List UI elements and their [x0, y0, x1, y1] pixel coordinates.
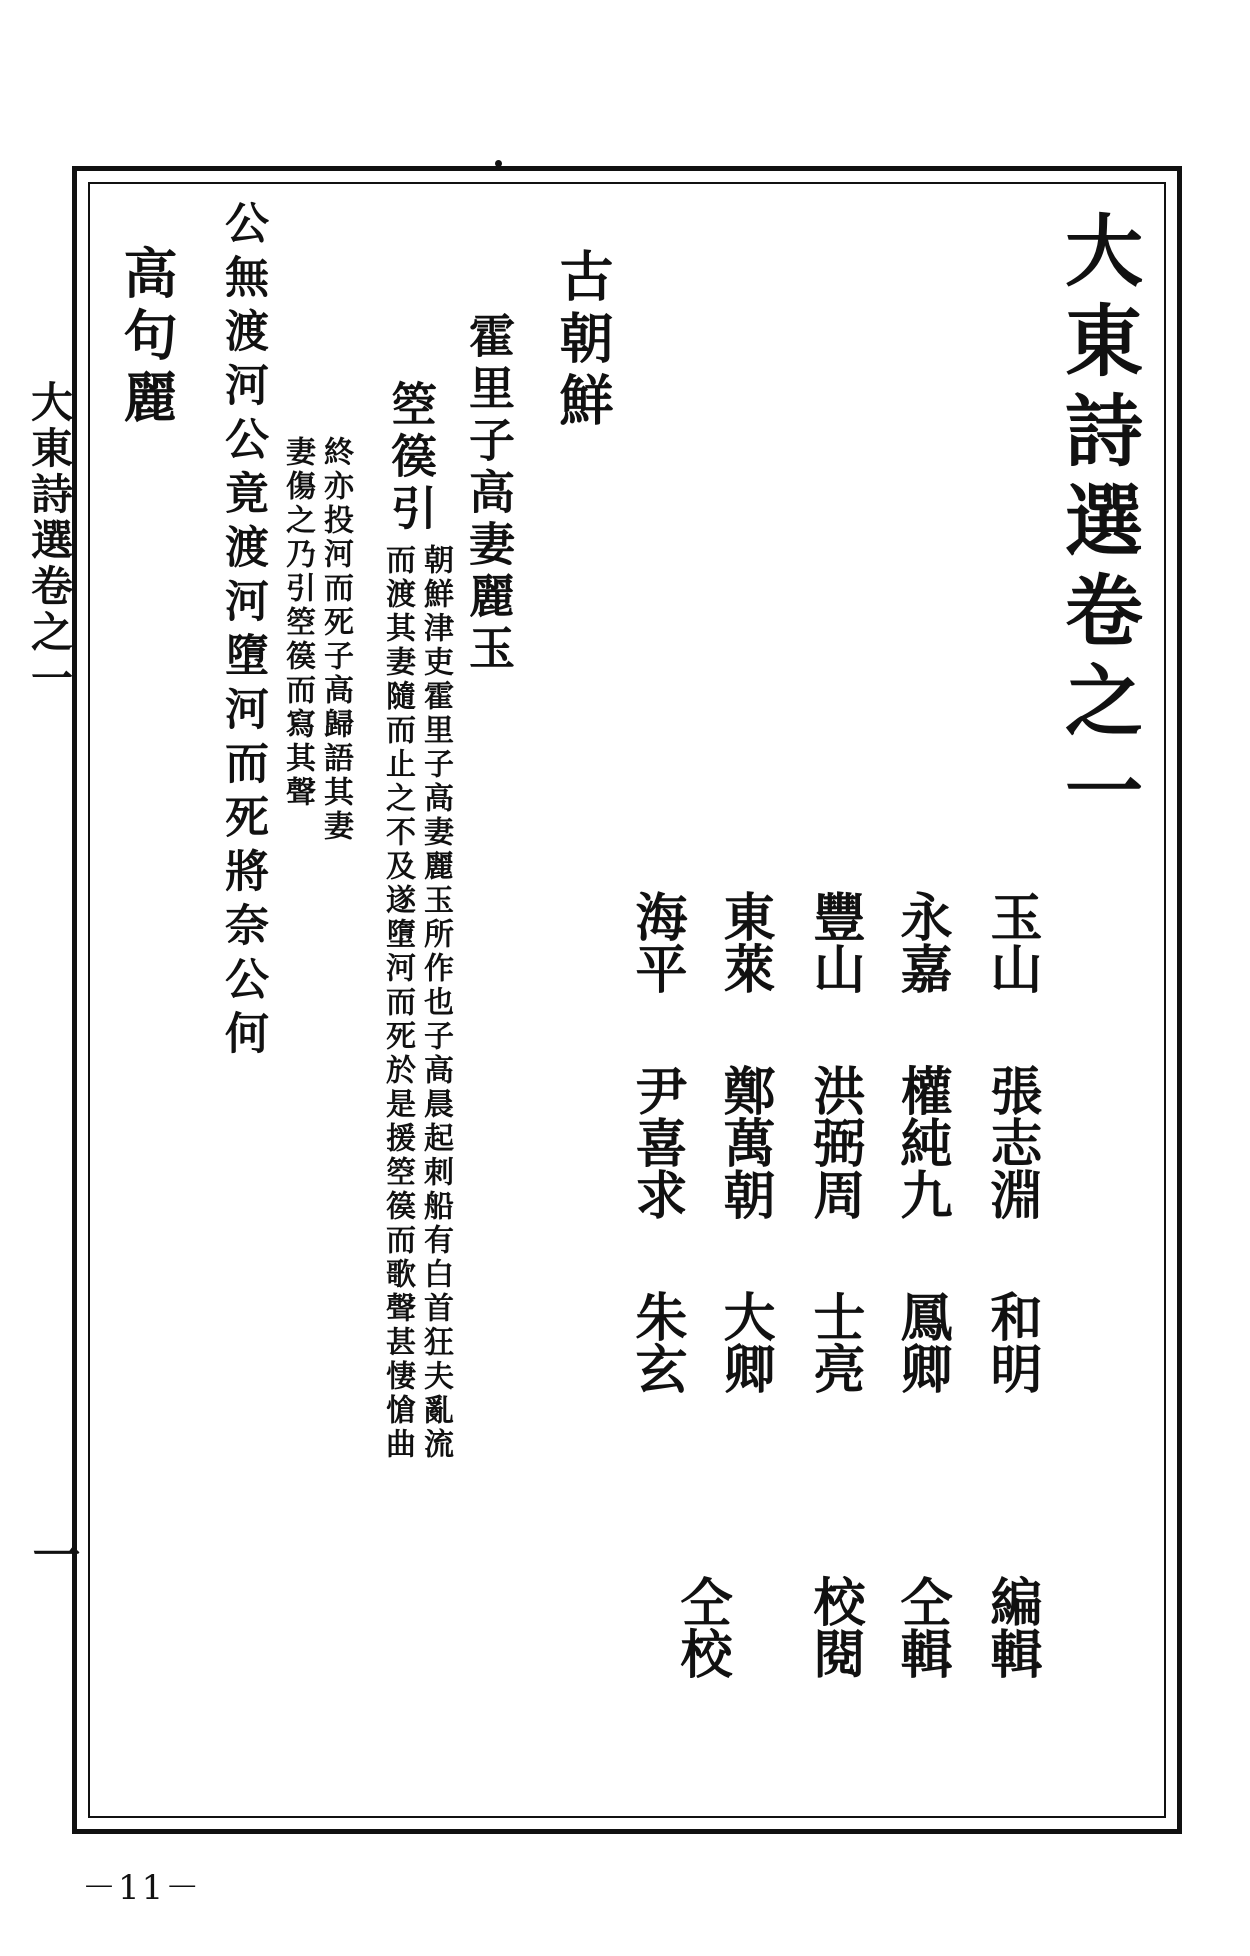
annotation-line: 妻傷之乃引箜篌而寫其聲: [280, 436, 315, 810]
credit-origin: 海平: [626, 890, 687, 994]
poem-text: 公無渡河公竟渡河墮河而死將奈公何: [217, 200, 268, 1064]
section-heading: 古朝鮮: [551, 248, 615, 434]
credit-origin: 永嘉: [891, 890, 952, 994]
annotation-line: 終亦投河而死子高歸語其妻: [318, 436, 353, 844]
credit-line: [714, 890, 775, 1394]
credit-name: 張志淵: [981, 1064, 1042, 1220]
credit-origin: 玉山: [981, 890, 1042, 994]
credit-courtesy: 士亮: [804, 1290, 865, 1394]
credit-name: 洪弼周: [804, 1064, 865, 1220]
credit-role: 編輯: [981, 1575, 1042, 1679]
margin-title: 大東詩選卷之一: [25, 380, 74, 702]
credit-courtesy: 鳳卿: [891, 1290, 952, 1394]
credit-role: 校閱: [804, 1575, 865, 1679]
credit-origin: 豐山: [804, 890, 865, 994]
ink-speck: [495, 160, 502, 167]
credit-courtesy: 大卿: [714, 1290, 775, 1394]
annotation-line: 而渡其妻隨而止之不及遂墮河而死於是援箜篌而歌聲甚悽愴曲: [380, 544, 415, 1462]
credit-courtesy: 和明: [981, 1290, 1042, 1394]
credit-line: [981, 890, 1042, 1394]
annotation-line: 朝鮮津吏霍里子高妻麗玉所作也子高晨起刺船有白首狂夫亂流: [418, 544, 453, 1462]
book-title: 大東詩選卷之一: [1052, 210, 1143, 840]
credit-origin: 東萊: [714, 890, 775, 994]
credit-line: [626, 890, 687, 1394]
credit-role: 仝校: [671, 1575, 732, 1679]
credit-role: 仝輯: [891, 1575, 952, 1679]
credit-line: [891, 890, 952, 1394]
credit-name: 權純九: [891, 1064, 952, 1220]
credit-courtesy: 朱玄: [626, 1290, 687, 1394]
credit-line: [804, 890, 865, 1394]
page-number: －11－: [82, 1868, 202, 1908]
margin-page-marker: 一: [24, 1530, 80, 1578]
credit-name: 鄭萬朝: [714, 1064, 775, 1220]
credit-name: 尹喜求: [626, 1064, 687, 1220]
poem-title: 箜篌引: [384, 380, 438, 536]
section-heading: 高句麗: [115, 245, 179, 431]
poet-name: 霍里子高妻麗玉: [462, 312, 516, 676]
